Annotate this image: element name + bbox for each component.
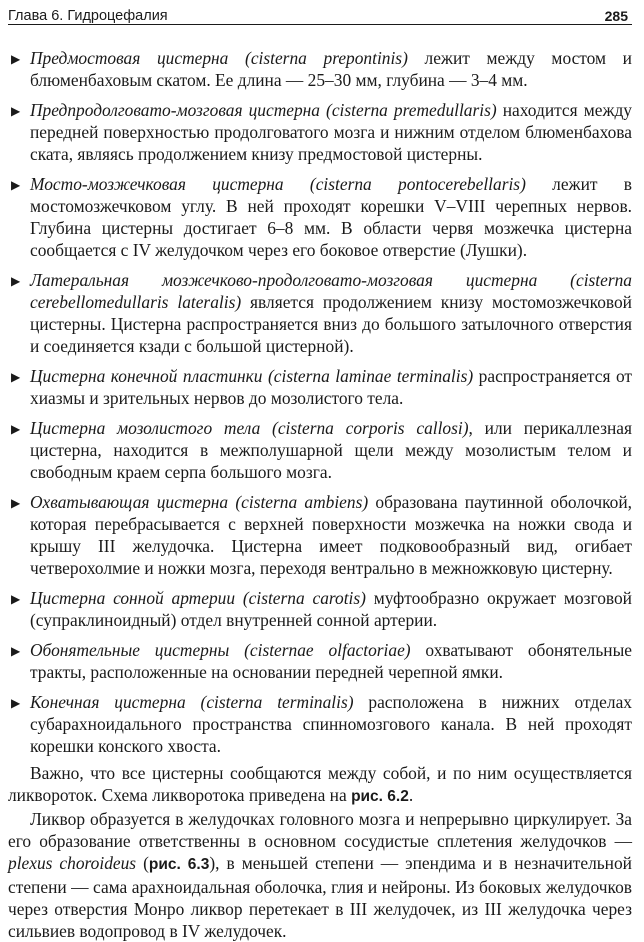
list-item [8,417,632,483]
list-item [8,491,632,579]
triangle-bullet-icon: ▶ [11,644,21,658]
cistern-description: образована паутинной оболочкой, которая перебрасывается с верхней поверхности мозжечка на ножки свода и крышу III желудочка. Цистерна имеет подковообразный вид, огибает четверохолмие и ножки мозга, переходя вентрально в межножковую цистерну. [30,492,632,578]
list-item [8,269,632,357]
cistern-description: , или перикаллезная цистерна, находится в межполушарной щели между мозолистым телом и свободным краем серпа большого мозга. [30,418,632,482]
running-header [8,0,632,25]
paragraph-csf-formation: Ликвор образуется в желудочках головного мозга и непрерывно циркулирует. За его образование ответственны в основном сосудистые сплетения желудочков — plexus choroideus (рис. 6.3), в меньшей степени — эпендима и в незначительной степени — сама арахноидальная оболочка, глия и нейроны. Из боковых желудочков через отверстия Монро ликвор перетекает в III желудочек, из III желудочка через сильвиев водопровод в IV желудочек. [8,809,632,941]
latin-term: plexus choroideus [8,853,137,873]
list-item [8,587,632,631]
list-item [8,365,632,409]
cistern-term: Латеральная мозжечково-продолговато-мозговая цистерна (cisterna cerebellomedullaris lateralis) [30,270,632,312]
cistern-description: охватывают обонятельные тракты, расположенные на основании передней черепной ямки. [30,640,633,682]
cistern-description: расположена в нижних отделах субарахноидального пространства спинномозгового канала. В ней проходят корешки конского хвоста. [30,692,632,756]
list-item [8,47,632,91]
cistern-description: лежит между мостом и блюменбаховым скатом. Ее длина — 25–30 мм, глубина — 3–4 мм. [30,48,632,90]
figure-ref: рис. 6.3 [148,856,210,873]
triangle-bullet-icon: ▶ [11,178,21,192]
list-item [8,691,632,757]
figure-ref: рис. 6.2 [351,788,409,805]
cistern-description: находится между передней поверхностью продолговатого мозга и нижним отделом блюменбахова ската, являясь продолжением книзу предмостовой цистерны. [30,100,632,164]
cistern-description: является продолжением книзу мостомозжечковой цистерны. Цистерна распространяется вниз до большого затылочного отверстия и соединяется кзади с большой цистерной). [30,292,632,356]
cistern-term: Конечная цистерна (cisterna terminalis) [30,692,354,712]
triangle-bullet-icon: ▶ [11,370,21,384]
cistern-term: Охватывающая цистерна (cisterna ambiens) [30,492,369,512]
cistern-description: распространяется от хиазмы и зрительных нервов до мозолистого тела. [30,366,633,408]
cistern-term: Мосто-мозжечковая цистерна (cisterna pontocerebellaris) [30,174,526,194]
triangle-bullet-icon: ▶ [11,104,21,118]
cistern-description: лежит в мостомозжечковом углу. В ней проходят корешки V–VIII черепных нервов. Глубина цистерны достигает 6–8 мм. В области червя мозжечка цистерна сообщается с IV желудочком через его боковое отверстие (Лушки). [30,174,632,260]
cistern-term: Цистерна конечной пластинки (cisterna laminae terminalis) [30,366,474,386]
chapter-title: Глава 6. Гидроцефалия [8,8,168,24]
cistern-term: Обонятельные цистерны (cisternae olfactoriae) [30,640,411,660]
triangle-bullet-icon: ▶ [11,52,21,66]
cistern-description: муфтообразно окружает мозговой (супраклиноидный) отдел внутренней сонной артерии. [30,588,632,630]
triangle-bullet-icon: ▶ [11,496,21,510]
triangle-bullet-icon: ▶ [11,592,21,606]
list-item [8,173,632,261]
list-item [8,99,632,165]
cistern-list [8,47,632,757]
triangle-bullet-icon: ▶ [11,274,21,288]
cistern-term: Цистерна сонной артерии (cisterna carotis) [30,588,366,608]
cistern-term: Предпродолговато-мозговая цистерна (cisterna premedullaris) [30,100,497,120]
body-text [8,47,632,942]
paragraph-communication: Важно, что все цистерны сообщаются между собой, и по ним осуществляется ликвороток. Схема ликворотока приведена на рис. 6.2. [8,763,632,805]
triangle-bullet-icon: ▶ [11,696,21,710]
list-item [8,639,632,683]
triangle-bullet-icon: ▶ [11,422,21,436]
cistern-term: Цистерна мозолистого тела (cisterna corporis callosi) [30,418,469,438]
page-number: 285 [604,8,628,24]
cistern-term: Предмостовая цистерна (cisterna prepontinis) [30,48,408,68]
